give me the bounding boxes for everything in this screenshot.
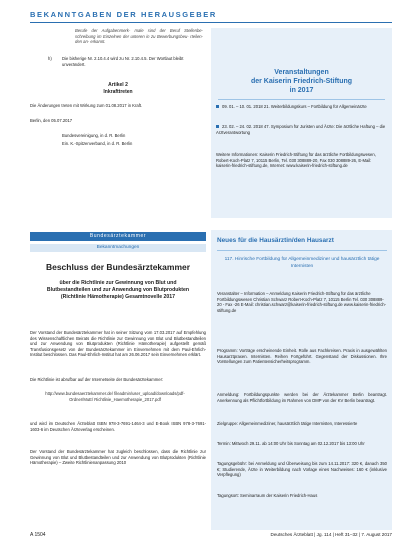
inkraft-text: Die Änderungen treten mit Wirkung zum 01.08.2017 in Kraft.: [30, 103, 143, 108]
event-item-2: 23. 02. – 24. 02. 2018 47. Symposium für Juristen und Ärzte: Die ärztliche Haftung – die Arztverantwortung: [216, 124, 386, 135]
bak-sub-label: Bekanntmachungen: [96, 245, 140, 250]
neues-block-5: Termin: Mittwoch 29.11. ab 14:00 Uhr bis Sonntag am 02.12.2017 bis 13:00 Uhr: [217, 441, 365, 446]
bak-band-label: Bundesärztekammer: [89, 233, 147, 239]
neues-block-3: Anmeldung: Fortbildungspunkte werden bei der Ärztekammer Berlin beantragt. Anerkennung als Pflichtfortbildung im Rahmen von DMP von der KV Berlin beantragt.: [217, 392, 387, 403]
signature-2: Ein. K.-Spitzenverband, in d. R. Berlin: [62, 141, 133, 146]
event-item-1: 09. 01. – 10. 01. 2018 21. Weiterbildungskurs – Fortbildung für Allgemeinärzte: [216, 104, 386, 110]
neues-title: Neues für die Hausärztin/den Hausarzt: [217, 237, 334, 244]
bak-paragraph-3: und wird im Deutschen Ärzteblatt ISBN 978-3-7691-1464-3 und E-Book ISBN 978-3-7691-1603-6 im Deutschen Ärzteverlag erscheinen.: [30, 421, 206, 432]
bak-title: Beschluss der Bundesärztekammer: [45, 262, 191, 272]
article-heading: Artikel 2: [108, 82, 128, 88]
events-rule: [218, 99, 385, 100]
bak-paragraph-1: Der Vorstand der Bundesärztekammer hat in seiner Sitzung vom 17.03.2017 auf Empfehlung des Wissenschaftlichen Beirats die Richtlinie zur Gewinnung von Blut und Blutbestandteilen und zur Anwendung von Blutprodukten (Richtlinie Hämotherapie) aufgestellt gemäß Transfusionsgesetz von der Bundesärztekammer im Einvernehmen mit dem Paul-Ehrlich-Institut beschlossen. Das Paul-Ehrlich-Institut hat am 26.06.2017 sein Einvernehmen erklärt.: [30, 330, 206, 358]
article-subheading: Inkrafttreten: [103, 89, 133, 95]
neues-block-7: Tagungsort: Seminarraum der Kaiserin Friedrich-Haus: [217, 493, 318, 498]
bak-url[interactable]: http://www.bundesaerztekammer.de/ fileadmin/user_upload/downloads/pdf-Ordner/MuE/ Richtlinie_Haemotherapie_2017.pdf: [45, 391, 185, 402]
neues-block-2: Programm: Vorträge erscheinende Einheit. Rolle aus Fachkreisen. Praxis in ausgewählten Hausarztpraxen. Internisten. Reihen Fortgeführt. Gegenstand der Diskussionen. Ihre Vorstellungen zum Patientensicherheitsprogramm.: [217, 348, 387, 365]
neues-block-1: Veranstalter – Information – Anmeldung Kaiserin Friedrich-Stiftung für das ärztliche Fortbildungswesen Christian Schwarz Robert-Koch-Platz 7, 10115 Berlin Tel. 030 308889-20 - Fax -26 E-Mail: christian.schwarz@kaiserin-friedrich-stiftung.de www.kaiserin-friedrich-stiftung.de: [217, 291, 387, 313]
list-marker: h): [48, 56, 52, 61]
list-item-text: Die bisherige Nr. 2.10.4.4 wird zu Nr. 2.10.4.5. Der Wortlaut bleibt unverändert.: [62, 56, 184, 67]
bak-subtitle: über die Richtlinie zur Gewinnung von Blut und Blutbestandteilen und zur Anwendung von Blutprodukten (Richtlinie Hämotherapie) Gesamtnovelle 2017: [46, 280, 190, 300]
header-rule: [30, 22, 392, 23]
signature-line: Berlin, den 05.07.2017: [30, 118, 73, 123]
neues-box: [211, 230, 392, 530]
events-title-1: Veranstaltungen: [274, 69, 329, 76]
bak-paragraph-4: Der Vorstand der Bundesärztekammer hat zugleich beschlossen, dass die Richtlinie zur Gewinnung von Blut und Blutbestandteilen und zur Anwendung von Blutprodukten (Richtlinie Hämotherapie) – Zweite Richtlinienanpassung 2010: [30, 449, 206, 466]
neues-subtitle: 117. Hinrische Fortbildung für Allgemeinmediziner und hausärztlich tätige Internisten: [224, 257, 380, 269]
events-title-3: in 2017: [289, 87, 314, 94]
events-title-2: der Kaiserin Friedrich-Stiftung: [250, 78, 353, 85]
neues-block-6: Tagungsgebühr: bei Anmeldung und Überweisung bis zum 14.11.2017: 320 €, danach 350 €; Studierende, Ärzte in Weiterbildung nach Vorlage eines Nachweises: 160 € (inklusive Verpflegung): [217, 461, 387, 478]
events-info: Weitere Informationen: Kaiserin Friedrich-Stiftung für das ärztliche Fortbildungswesen, Robert-Koch-Platz 7, 10115 Berlin, Tel. 030 308889-20, Fax 030 308889-26, E-Mail: kaiserin-friedrich-stiftung.de, Internet: www.kaiserin-friedrich-stiftung.de: [216, 152, 376, 169]
neues-rule: [217, 250, 387, 251]
journal-line: Deutsches Ärzteblatt | Jg. 114 | Heft 31–32 | 7. August 2017: [270, 532, 392, 537]
neues-block-4: Zielgruppe: Allgemeinmediziner, hausärztlich tätige Internisten, Interessierte: [217, 421, 358, 426]
section-header: BEKANNTGABEN DER HERAUSGEBER: [30, 10, 217, 19]
events-box: [211, 28, 392, 218]
signature-1: Bundesvereinigung, in d. R. Berlin: [62, 133, 126, 138]
bak-paragraph-2: Die Richtlinie ist abrufbar auf der Internetseite der Bundesärztekammer:: [30, 377, 164, 382]
quote-text: Berufe der Aufgabenmerk- male sind der Beruf Stellenbe- schreibung im Einzelnen der unteren in zu Bewerbungsbeu- rteilen- den an- erkannt.: [75, 28, 203, 45]
page-number: A 1504: [30, 532, 46, 538]
